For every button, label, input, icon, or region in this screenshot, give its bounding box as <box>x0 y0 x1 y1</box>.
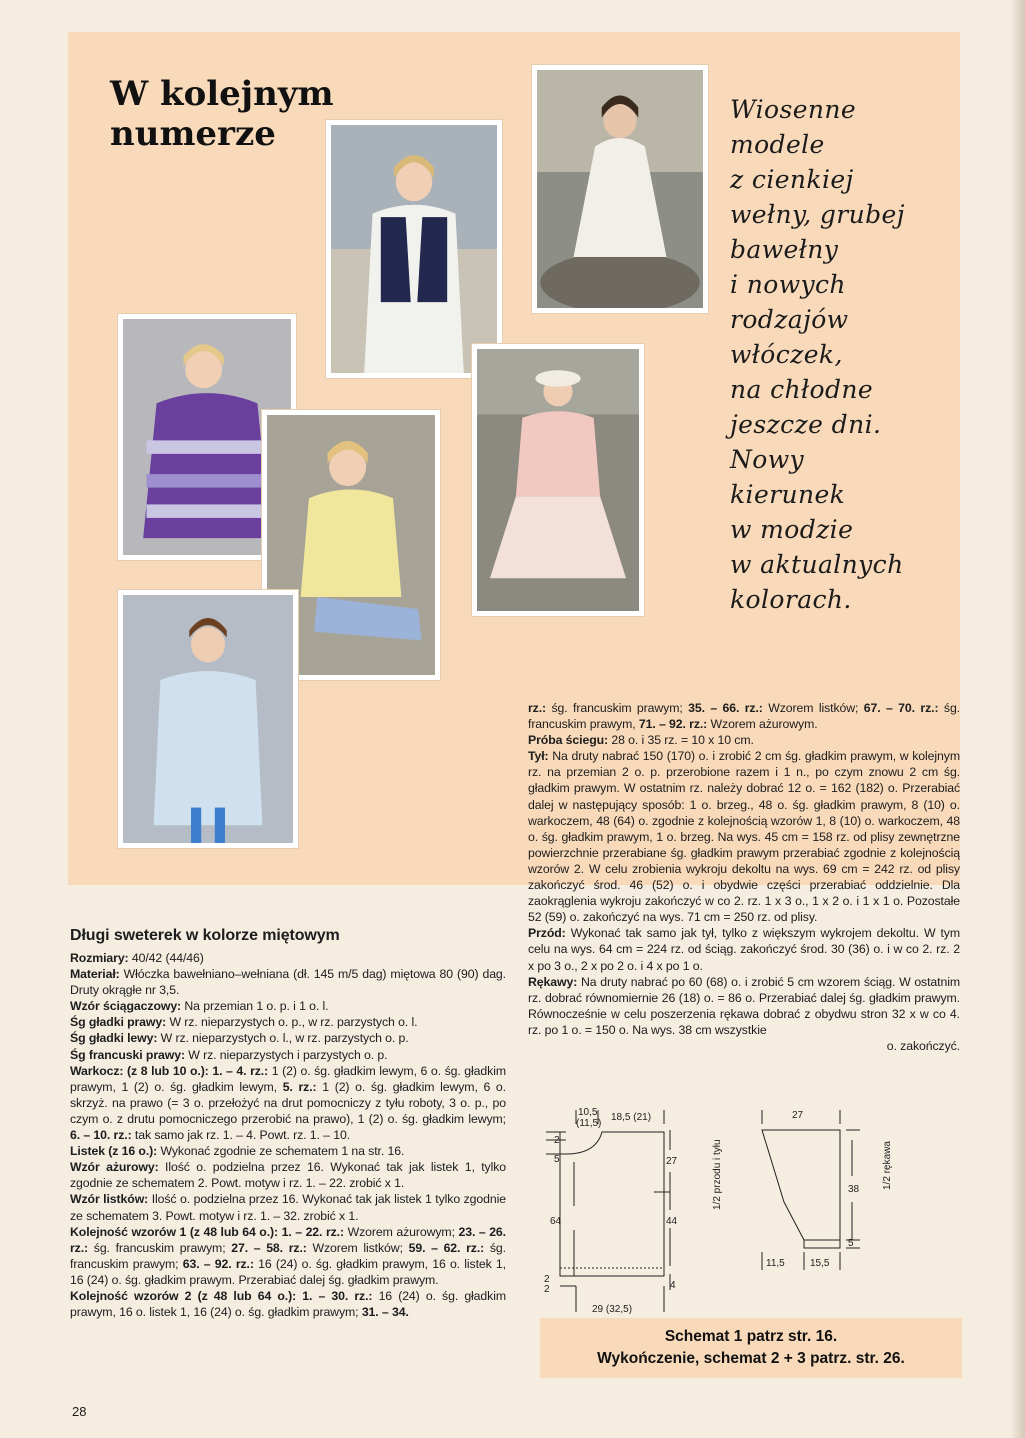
leaf-pattern: Listek (z 16 o.): Wykonać zgodnie ze schematem 1 na str. 16. <box>70 1144 405 1159</box>
reverse-stockinette: Śg gładki lewy: W rz. nieparzystych o. l., w rz. parzystych o. p. <box>70 1031 409 1046</box>
stockinette: Śg gładki prawy: W rz. nieparzystych o. p., w rz. parzystych o. l. <box>70 1015 418 1030</box>
label-total-height: 64 <box>550 1216 562 1227</box>
teaser-line: jeszcze dni. <box>730 410 882 439</box>
article-title: Długi sweterek w kolorze miętowym <box>70 927 340 944</box>
pattern-order-1: Kolejność wzorów 1 (z 48 lub 64 o.): 1. – 22. rz.: Wzorem ażurowym; 23. – 26. rz.: śg. francuskim prawym; 27. – 58. rz.: Wzorem listków; 59. – 62. rz.: śg. francuskim prawym; 63. – 92. rz.: 16 (24) o. śg. gładkim prawym, 16 o. listek 1, 16 (24) o. śg. gładkim prawym. Przerabiać dalej śg. gładkim prawym. <box>70 1224 506 1287</box>
label-rib-c: 4 <box>670 1280 676 1291</box>
label-side: 44 <box>666 1216 678 1227</box>
schema-note-line-1: Schemat 1 patrz str. 16. <box>664 1328 838 1345</box>
garter-stitch: Śg francuski prawy: W rz. nieparzystych i parzystych o. p. <box>70 1047 388 1062</box>
photo-pink-sweater <box>472 344 644 616</box>
label-neck-width-alt: (11,5) <box>576 1118 602 1129</box>
label-neck-width: 10,5 <box>578 1107 598 1118</box>
teaser-line: bawełny <box>730 235 839 264</box>
title-line-1: W kolejnym <box>110 74 334 114</box>
body-outline <box>560 1132 664 1276</box>
sleeves-end: o. zakończyć. <box>886 1038 960 1053</box>
teaser-line: w aktualnych <box>730 550 904 579</box>
teaser-line: z cienkiej <box>730 165 854 194</box>
label-neck-back: 2 <box>554 1135 560 1146</box>
label-rib-b: 2 <box>544 1284 550 1295</box>
label-shoulder: 18,5 (21) <box>611 1112 652 1123</box>
sleeve-outline <box>762 1130 840 1240</box>
schema-note-line-2: Wykończenie, schemat 2 + 3 patrz. str. 26. <box>597 1350 905 1367</box>
photo-mint-sweater <box>118 590 298 848</box>
teaser-text <box>730 92 950 617</box>
garment-schematic <box>536 1100 956 1320</box>
teaser-line: rodzajów <box>730 305 849 334</box>
pattern-order-2: Kolejność wzorów 2 (z 48 lub 64 o.): 1. – 30. rz.: 16 (24) o. śg. gładkim prawym, 16 o. listek 1, 16 (24) o. śg. gładkim prawym; 31. – 34. <box>70 1288 506 1320</box>
label-body-piece: 1/2 przodu i tyłu <box>712 1139 723 1210</box>
label-rib-a: 2 <box>544 1274 550 1285</box>
lace-pattern: Wzór ażurowy: Ilość o. podzielna przez 16. Wykonać tak jak listek 1, tylko zgodnie ze schematem 2. Powt. motyw i rz. 1. – 22. zrobić x 1. <box>70 1160 506 1191</box>
teaser-line: włóczek, <box>730 340 843 369</box>
schema-note <box>540 1318 962 1378</box>
title-line-2: numerze <box>110 114 276 154</box>
cable-pattern: Warkocz: (z 8 lub 10 o.): 1. – 4. rz.: 1 (2) o. śg. gładkim lewym, 6 o. śg. gładkim prawym, 1 (2) o. śg. gładkim lewym, 5. rz.: 1 (2) o. śg. gładkim lewym, 6 o. skrzyż. na prawo (= 3 o. przełożyć na drut pomocniczy z tyłu roboty, 3 o. p., po czym o. z drutu pomocniczego przerobić na prawo), 1 (2) o. śg. gładkim lewym; 6. – 10. rz.: tak samo jak rz. 1. – 4. Powt. rz. 1. – 10. <box>70 1063 506 1143</box>
label-sleeve-piece: 1/2 rękawa <box>882 1141 893 1190</box>
gauge: Próba ściegu: 28 o. i 35 rz. = 10 x 10 cm. <box>528 733 754 748</box>
page-title <box>110 74 334 154</box>
label-cuff: 5 <box>848 1238 854 1249</box>
material: Materiał: Włóczka bawełniano–wełniana (dł. 145 m/5 dag) miętowa 80 (90) dag. Druty okrągłe nr 3,5. <box>70 967 506 998</box>
pattern-order-2-continued: rz.: śg. francuskim prawym; 35. – 66. rz.: Wzorem listków; 67. – 70. rz.: śg. francuskim prawym, 71. – 92. rz.: Wzorem ażurowym. <box>528 701 960 732</box>
page-number: 28 <box>72 1404 87 1419</box>
teaser-line: wełny, grubej <box>730 200 905 229</box>
front-instructions: Przód: Wykonać tak samo jak tył, tylko z większym wykrojem dekoltu. W tym celu na wys. 64 cm = 224 rz. od ściąg. zakończyć środ. 30 (36) o. i w co 2. rz. 2 x po 3 o., 2 x po 2 o. i 4 x po 1 o. <box>528 926 960 973</box>
label-sleeve-top: 27 <box>792 1110 804 1121</box>
label-sleeve-bottom-b: 15,5 <box>810 1258 830 1269</box>
teaser-line: Nowy <box>730 445 805 474</box>
sleeves-instructions: Rękawy: Na druty nabrać po 60 (68) o. i zrobić 5 cm wzorem ściąg. W ostatnim rz. dobrać równomiernie 26 (18) o. = 86 o. Przerabiać dalej śg. gładkim prawym. Równocześnie w celu poszerzenia rękawa dobrać z obydwu stron 32 x w co 4. rz. po 1 o. = 150 o. Na wys. 38 cm wszystkie <box>528 974 960 1037</box>
article-right-column <box>528 700 960 1054</box>
back-instructions: Tył: Na druty nabrać 150 (170) o. i zrobić 2 cm śg. gładkim prawym, w kolejnym rz. na przemian 2 o. p. przerobione razem i 1 n., po czym znowu 2 cm śg. gładkim prawym. W ostatnim rz. należy dobrać 12 o. = 162 (182) o. Przerabiać dalej w następujący sposób: 1 o. brzeg., 48 o. śg. gładkim prawym, 8 (10) o. warkoczem, 48 (64) o. zgodnie z kolejnością wzorów 1, 8 (10) o. warkoczem, 48 o. śg. gładkim prawym, 1 o. brzeg. Na wys. 45 cm = 158 rz. od plisy zewnętrzne powierzchnie przerabiane śg. gładkim prawym przerabiać zgodnie z kolejnością wzorów 2. W celu zrobienia wykroju dekoltu na wys. 69 cm = 242 rz. od plisy zakończyć środ. 46 (52) o. i obydwie części przerabiać oddzielnie. Dla zaokrąglenia wykroju zakończyć w co 2. rz. 1 x 3 o., 1 x 2 o. i 1 x 1 o. Pozostałe 52 (59) o. zakończyć na wys. 71 cm = 250 rz. od plisy. <box>528 749 960 925</box>
label-sleeve-length: 38 <box>848 1184 860 1195</box>
teaser-line: na chłodne <box>730 375 874 404</box>
teaser-line: modele <box>730 130 825 159</box>
leaves-pattern: Wzór listków: Ilość o. podzielna przez 16. Wykonać tak jak listek 1 tylko zgodnie ze schematem 3. Powt. motyw i rz. 1. – 32. zrobić x 1. <box>70 1192 506 1223</box>
label-body-width: 29 (32,5) <box>592 1304 633 1315</box>
teaser-line: Wiosenne <box>730 95 857 124</box>
page-edge-shadow <box>1011 0 1025 1438</box>
teaser-line: w modzie <box>730 515 854 544</box>
sizes: Rozmiary: 40/42 (44/46) <box>70 951 204 965</box>
rib-pattern: Wzór ściągaczowy: Na przemian 1 o. p. i 1 o. l. <box>70 999 329 1014</box>
photo-white-dress <box>532 65 708 313</box>
teaser-line: kolorach. <box>730 585 852 614</box>
photo-navy-vest <box>326 120 502 378</box>
label-neck-front: 5 <box>554 1154 560 1165</box>
teaser-line: i nowych <box>730 270 846 299</box>
label-armhole: 27 <box>666 1156 678 1167</box>
teaser-line: kierunek <box>730 480 846 509</box>
label-sleeve-bottom-a: 11,5 <box>766 1258 785 1269</box>
article-left-column <box>70 924 506 1320</box>
